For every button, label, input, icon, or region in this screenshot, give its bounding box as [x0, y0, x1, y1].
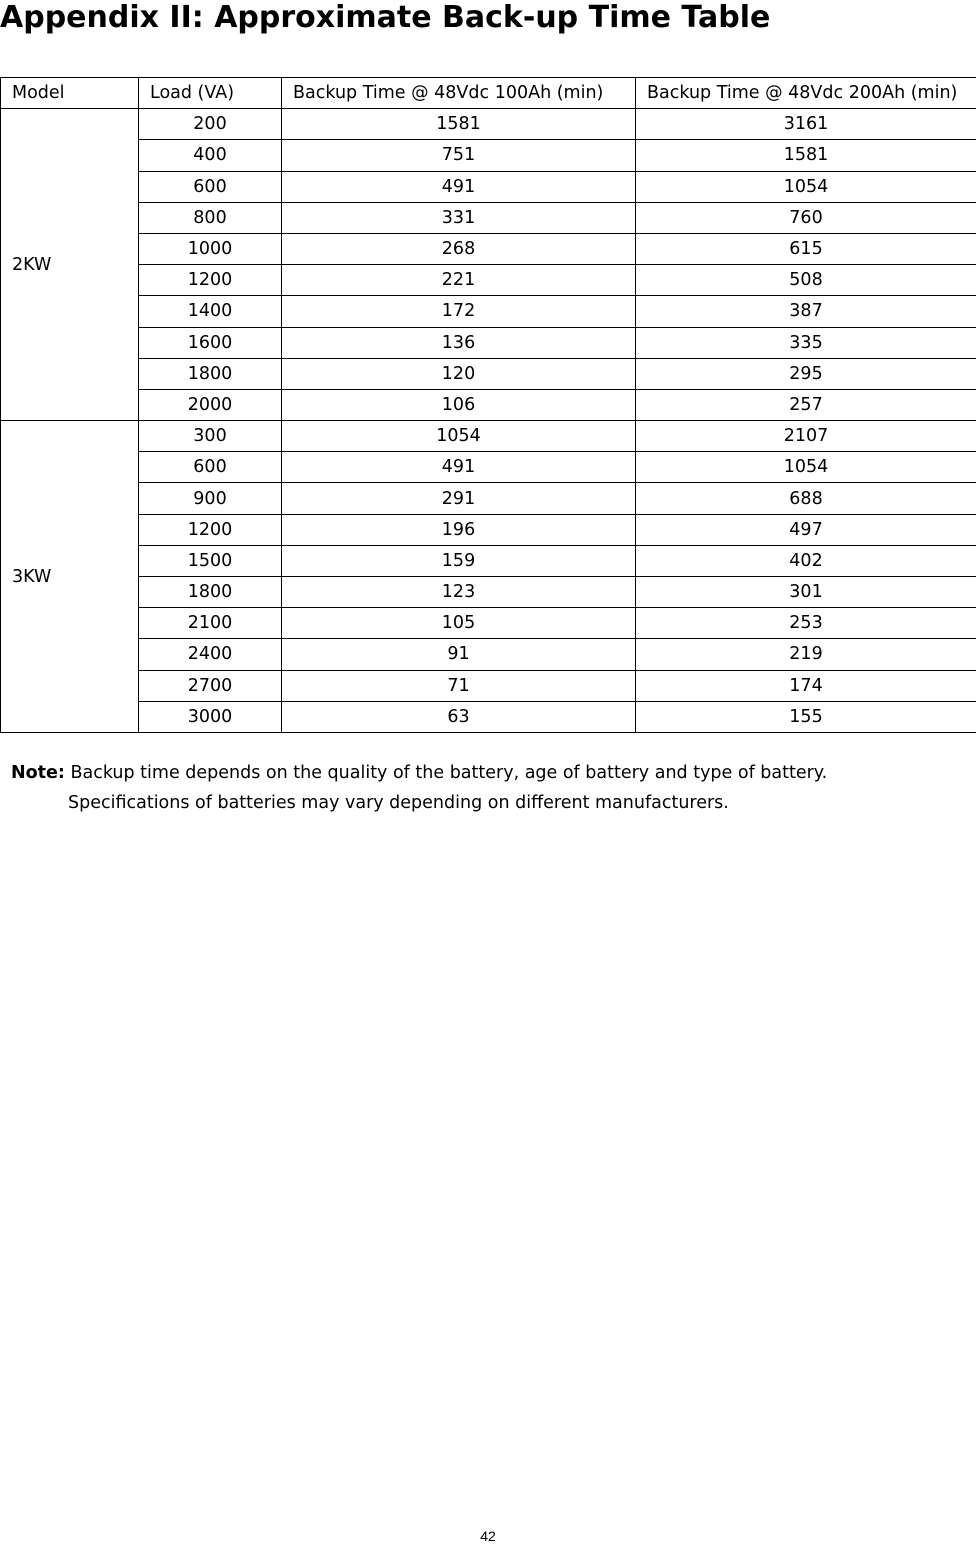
backup-100ah-cell: 120 — [282, 358, 636, 389]
backup-100ah-cell: 491 — [282, 452, 636, 483]
load-cell: 800 — [139, 202, 282, 233]
table-row — [1, 233, 976, 264]
backup-100ah-cell: 71 — [282, 670, 636, 701]
table-row — [1, 421, 976, 452]
backup-200ah-cell: 615 — [636, 233, 976, 264]
backup-200ah-cell: 387 — [636, 296, 976, 327]
table-row — [1, 109, 976, 140]
note — [11, 758, 827, 788]
column-header-backup-200ah: Backup Time @ 48Vdc 200Ah (min) — [636, 78, 976, 109]
page-title: Appendix II: Approximate Back-up Time Table — [0, 0, 771, 35]
backup-200ah-cell: 1054 — [636, 452, 976, 483]
column-header-backup-100ah: Backup Time @ 48Vdc 100Ah (min) — [282, 78, 636, 109]
load-cell: 300 — [139, 421, 282, 452]
backup-200ah-cell: 295 — [636, 358, 976, 389]
load-cell: 600 — [139, 171, 282, 202]
table-body — [1, 109, 976, 733]
load-cell: 1600 — [139, 327, 282, 358]
table-row — [1, 296, 976, 327]
backup-200ah-cell: 155 — [636, 701, 976, 732]
load-cell: 3000 — [139, 701, 282, 732]
table-row — [1, 483, 976, 514]
table-row — [1, 202, 976, 233]
table-row — [1, 608, 976, 639]
backup-100ah-cell: 159 — [282, 545, 636, 576]
backup-200ah-cell: 402 — [636, 545, 976, 576]
backup-100ah-cell: 291 — [282, 483, 636, 514]
backup-100ah-cell: 123 — [282, 577, 636, 608]
load-cell: 600 — [139, 452, 282, 483]
backup-200ah-cell: 1054 — [636, 171, 976, 202]
model-cell: 3KW — [1, 421, 139, 733]
backup-200ah-cell: 219 — [636, 639, 976, 670]
backup-200ah-cell: 301 — [636, 577, 976, 608]
backup-200ah-cell: 3161 — [636, 109, 976, 140]
load-cell: 1800 — [139, 577, 282, 608]
load-cell: 900 — [139, 483, 282, 514]
backup-200ah-cell: 688 — [636, 483, 976, 514]
backup-200ah-cell: 257 — [636, 389, 976, 420]
backup-100ah-cell: 1054 — [282, 421, 636, 452]
backup-200ah-cell: 497 — [636, 514, 976, 545]
backup-200ah-cell: 2107 — [636, 421, 976, 452]
table-row — [1, 327, 976, 358]
table-row — [1, 452, 976, 483]
table-row — [1, 358, 976, 389]
table-row — [1, 389, 976, 420]
table-row — [1, 171, 976, 202]
backup-100ah-cell: 105 — [282, 608, 636, 639]
backup-100ah-cell: 106 — [282, 389, 636, 420]
column-header-load: Load (VA) — [139, 78, 282, 109]
page-number: 42 — [480, 1528, 496, 1544]
table-header-row — [1, 78, 976, 109]
backup-200ah-cell: 253 — [636, 608, 976, 639]
table-row — [1, 265, 976, 296]
table-row — [1, 514, 976, 545]
backup-100ah-cell: 172 — [282, 296, 636, 327]
backup-100ah-cell: 491 — [282, 171, 636, 202]
table-row — [1, 140, 976, 171]
load-cell: 400 — [139, 140, 282, 171]
backup-200ah-cell: 335 — [636, 327, 976, 358]
backup-100ah-cell: 268 — [282, 233, 636, 264]
load-cell: 1200 — [139, 514, 282, 545]
note-label: Note: — [11, 763, 65, 783]
load-cell: 200 — [139, 109, 282, 140]
model-cell: 2KW — [1, 109, 139, 421]
load-cell: 2000 — [139, 389, 282, 420]
note-text-line1: Backup time depends on the quality of the battery, age of battery and type of battery. — [64, 763, 828, 783]
load-cell: 1800 — [139, 358, 282, 389]
table-row — [1, 670, 976, 701]
backup-200ah-cell: 174 — [636, 670, 976, 701]
load-cell: 1000 — [139, 233, 282, 264]
backup-100ah-cell: 63 — [282, 701, 636, 732]
note-text-line2: Specifications of batteries may vary depending on different manufacturers. — [68, 793, 729, 813]
load-cell: 1200 — [139, 265, 282, 296]
backup-100ah-cell: 196 — [282, 514, 636, 545]
load-cell: 2100 — [139, 608, 282, 639]
backup-100ah-cell: 331 — [282, 202, 636, 233]
column-header-model: Model — [1, 78, 139, 109]
backup-100ah-cell: 91 — [282, 639, 636, 670]
load-cell: 1500 — [139, 545, 282, 576]
backup-200ah-cell: 1581 — [636, 140, 976, 171]
load-cell: 2400 — [139, 639, 282, 670]
table-row — [1, 639, 976, 670]
backup-100ah-cell: 1581 — [282, 109, 636, 140]
backup-100ah-cell: 136 — [282, 327, 636, 358]
backup-100ah-cell: 221 — [282, 265, 636, 296]
table-row — [1, 701, 976, 732]
load-cell: 1400 — [139, 296, 282, 327]
table-row — [1, 545, 976, 576]
backup-time-table — [0, 77, 976, 733]
table-row — [1, 577, 976, 608]
backup-200ah-cell: 508 — [636, 265, 976, 296]
backup-200ah-cell: 760 — [636, 202, 976, 233]
backup-100ah-cell: 751 — [282, 140, 636, 171]
load-cell: 2700 — [139, 670, 282, 701]
